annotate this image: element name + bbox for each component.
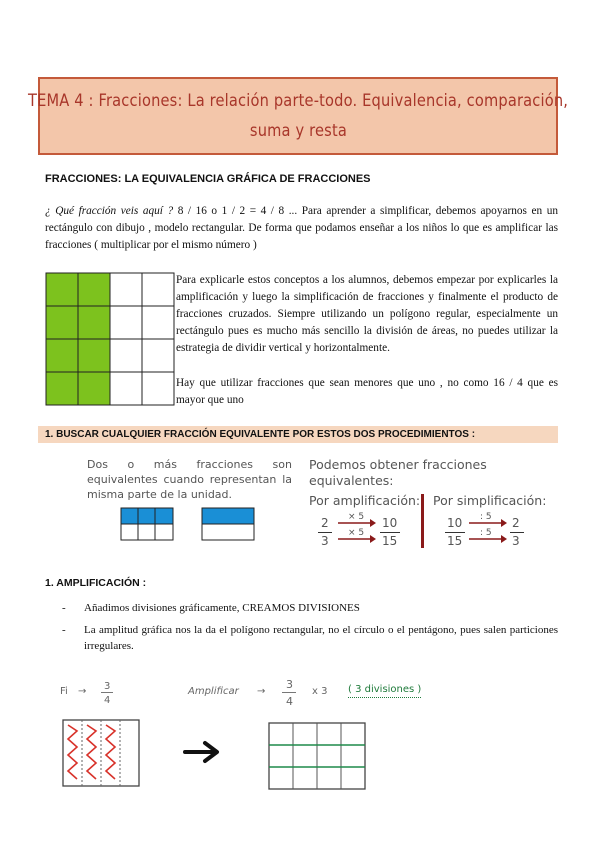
explain-paragraph-2: Hay que utilizar fracciones que sean menores que uno , no como 16 / 4 que es mayor que uno [176,377,558,406]
band-heading: 1. BUSCAR CUALQUIER FRACCIÓN EQUIVALENTE POR ESTOS DOS PROCEDIMIENTOS : [45,429,476,440]
ampl-bar2 [380,532,400,533]
grid-cell-empty [110,306,142,339]
bullet-dash: - [62,602,66,614]
equiv-bars [118,506,263,544]
title-line-1: TEMA 4 : Fracciones: La relación parte-todo. Equivalencia, comparación, [27,91,569,111]
grid-cell-filled [78,273,110,306]
sketch-divisions: ( 3 divisiones ) [348,682,421,698]
bullet-dash: - [62,624,66,636]
grid-cell-filled [78,339,110,372]
sketch-arrow-2: → [257,686,266,697]
grid-cell-empty [110,273,142,306]
ampl-heading: 1. AMPLIFICACIÓN : [45,577,147,589]
sketch-frac-bar-2 [282,692,296,693]
explain-paragraph-1: Para explicarle estos conceptos a los alumnos, debemos empezar por explicarles la amplificación y luego la simplificación de fracciones y finalmente el producto de fracciones cruzados. Siempre utilizando un polígono regular, especialmente un rectángulo pues es mucho más sencillo la división de áreas, no puedes utilizar la estrategia de dividir vertical y horizontalmente. [176,274,558,354]
grid-cell-filled [46,273,78,306]
sketch-times: x 3 [312,686,328,697]
ampl-label: Por amplificación: [309,493,421,508]
bar-halves-bottom [202,524,254,540]
sketch-arrow-1: → [78,686,87,697]
grid-cell-empty [110,372,142,405]
grid-cell-empty [110,339,142,372]
simpl-op-top: : 5 [480,512,492,522]
intro-question: ¿ Qué fracción veis aquí ? [45,205,174,217]
simpl-d1: 15 [447,534,463,548]
fraction-grid [45,272,175,406]
grid-cell-filled [46,306,78,339]
simpl-bar2 [510,532,524,533]
simpl-d2: 3 [512,534,520,548]
intro-rest: 8 / 16 o 1 / 2 = 4 / 8 ... Para aprender a simplificar, debemos apoyarnos en un rectángulo con dibujo , modelo rectangular. De forma que podamos enseñar a los niños lo que es amplificar las fracciones ( multiplicar por el mismo número ) [45,205,558,251]
ampl-n1: 2 [321,516,329,530]
ampl-n2: 10 [382,516,398,530]
sketch-big-arrow [183,740,223,764]
sketch-amp-word: Amplificar [188,686,239,697]
sketch-frac-num-2: 3 [286,678,293,691]
sketch-rect-grid [268,722,368,792]
simpl-bar1 [445,532,465,533]
sketch-frac-num-1: 3 [104,681,111,692]
sketch-rect-squiggles [62,719,142,789]
ampl-op-bot: × 5 [348,528,365,538]
title-box [27,77,569,155]
bar-sixths-top [121,508,173,524]
squiggle-1 [68,725,77,779]
grid-cell-empty [142,306,174,339]
simpl-arrows [467,518,507,546]
grid-cell-filled [46,339,78,372]
grid-cell-empty [142,339,174,372]
sketch-left-label: Fi [60,686,68,697]
grid-cell-empty [142,273,174,306]
intro-paragraph [45,203,558,254]
title-line-2: suma y resta [249,121,347,141]
grid-cell-filled [78,372,110,405]
simpl-label: Por simplificación: [433,493,547,508]
bullet-2 [62,622,558,654]
section-heading: FRACCIONES: LA EQUIVALENCIA GRÁFICA DE FRACCIONES [45,173,371,185]
ampl-d1: 3 [321,534,329,548]
divider-bar [421,494,424,548]
squiggle-3 [106,725,115,779]
bullet-1 [62,600,558,616]
ampl-bar1 [318,532,332,533]
equiv-right-heading: Podemos obtener fracciones equivalentes: [309,457,487,488]
sketch-frac-den-1: 4 [104,695,111,706]
ampl-arrows [336,518,376,546]
bullet-2-text: La amplitud gráfica nos la da el polígono rectangular, no el círculo o el pentágono, pues salen particiones irregulares. [84,624,558,652]
ampl-op-top: × 5 [348,512,365,522]
bar-sixths-bottom [121,524,173,540]
equiv-definition: Dos o más fracciones son equivalentes cuando representan la misma parte de la unidad. [87,458,292,501]
simpl-op-bot: : 5 [480,528,492,538]
grid-cell-filled [46,372,78,405]
grid-cell-filled [78,306,110,339]
ampl-d2: 15 [382,534,398,548]
simpl-n2: 2 [512,516,520,530]
sketch-frac-den-2: 4 [286,695,293,708]
bar-halves-top [202,508,254,524]
grid-cell-empty [142,372,174,405]
bullet-1-text: Añadimos divisiones gráficamente, CREAMOS DIVISIONES [84,602,360,614]
simpl-n1: 10 [447,516,463,530]
squiggle-2 [87,725,96,779]
